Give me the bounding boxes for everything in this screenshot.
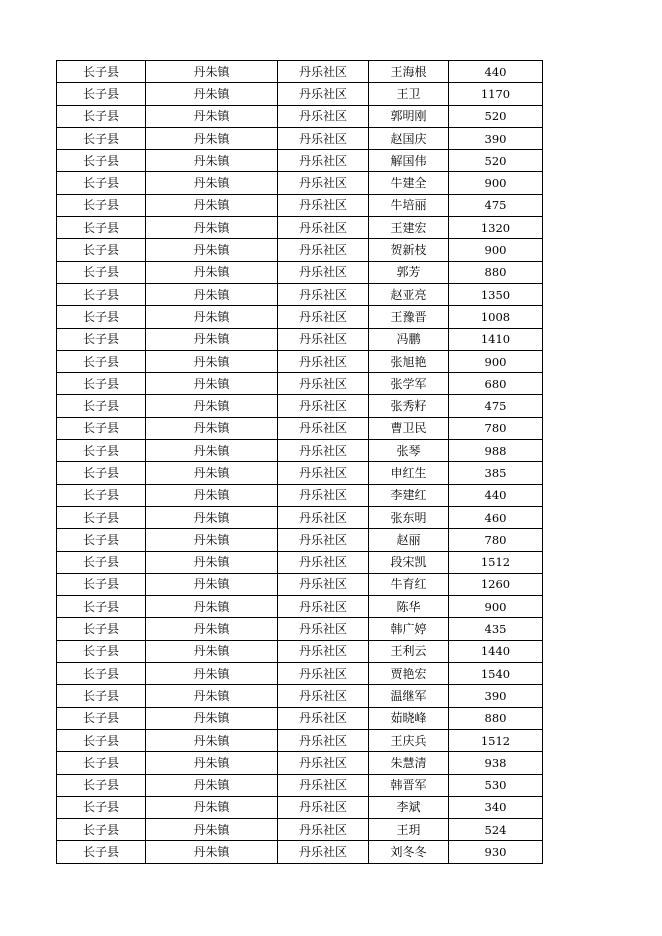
name-cell: 韩晋军 [369, 774, 449, 796]
name-cell: 温继军 [369, 685, 449, 707]
amount-cell: 780 [449, 417, 543, 439]
amount-cell: 1170 [449, 83, 543, 105]
name-cell: 曹卫民 [369, 417, 449, 439]
town-cell: 丹朱镇 [146, 774, 278, 796]
county-cell: 长子县 [57, 663, 146, 685]
town-cell: 丹朱镇 [146, 796, 278, 818]
community-cell: 丹乐社区 [278, 484, 369, 506]
town-cell: 丹朱镇 [146, 283, 278, 305]
table-row [57, 217, 543, 239]
community-cell: 丹乐社区 [278, 596, 369, 618]
town-cell: 丹朱镇 [146, 150, 278, 172]
table-row [57, 685, 543, 707]
table-row [57, 796, 543, 818]
table-row [57, 752, 543, 774]
amount-cell: 475 [449, 395, 543, 417]
county-cell: 长子县 [57, 150, 146, 172]
table-row [57, 61, 543, 83]
community-cell: 丹乐社区 [278, 83, 369, 105]
town-cell: 丹朱镇 [146, 217, 278, 239]
town-cell: 丹朱镇 [146, 328, 278, 350]
county-cell: 长子县 [57, 640, 146, 662]
name-cell: 牛培丽 [369, 194, 449, 216]
name-cell: 王卫 [369, 83, 449, 105]
name-cell: 张秀籽 [369, 395, 449, 417]
community-cell: 丹乐社区 [278, 841, 369, 863]
town-cell: 丹朱镇 [146, 194, 278, 216]
table-row [57, 841, 543, 863]
amount-cell: 524 [449, 819, 543, 841]
amount-cell: 1008 [449, 306, 543, 328]
amount-cell: 1440 [449, 640, 543, 662]
community-cell: 丹乐社区 [278, 707, 369, 729]
table-row [57, 239, 543, 261]
amount-cell: 440 [449, 61, 543, 83]
name-cell: 王豫晋 [369, 306, 449, 328]
table-row [57, 350, 543, 372]
county-cell: 长子县 [57, 484, 146, 506]
table-row [57, 529, 543, 551]
county-cell: 长子县 [57, 685, 146, 707]
amount-cell: 1540 [449, 663, 543, 685]
table-row [57, 373, 543, 395]
table-row [57, 306, 543, 328]
name-cell: 牛育红 [369, 573, 449, 595]
name-cell: 王利云 [369, 640, 449, 662]
amount-cell: 390 [449, 127, 543, 149]
table-row [57, 819, 543, 841]
amount-cell: 390 [449, 685, 543, 707]
county-cell: 长子县 [57, 217, 146, 239]
amount-cell: 880 [449, 707, 543, 729]
town-cell: 丹朱镇 [146, 239, 278, 261]
community-cell: 丹乐社区 [278, 640, 369, 662]
community-cell: 丹乐社区 [278, 573, 369, 595]
name-cell: 贾艳宏 [369, 663, 449, 685]
table-row [57, 283, 543, 305]
town-cell: 丹朱镇 [146, 306, 278, 328]
table-row [57, 707, 543, 729]
community-cell: 丹乐社区 [278, 261, 369, 283]
county-cell: 长子县 [57, 83, 146, 105]
town-cell: 丹朱镇 [146, 685, 278, 707]
town-cell: 丹朱镇 [146, 83, 278, 105]
county-cell: 长子县 [57, 462, 146, 484]
amount-cell: 440 [449, 484, 543, 506]
name-cell: 王海根 [369, 61, 449, 83]
town-cell: 丹朱镇 [146, 752, 278, 774]
community-cell: 丹乐社区 [278, 150, 369, 172]
data-table [56, 60, 543, 864]
community-cell: 丹乐社区 [278, 417, 369, 439]
town-cell: 丹朱镇 [146, 61, 278, 83]
community-cell: 丹乐社区 [278, 440, 369, 462]
table-row [57, 328, 543, 350]
name-cell: 韩广婷 [369, 618, 449, 640]
name-cell: 赵丽 [369, 529, 449, 551]
town-cell: 丹朱镇 [146, 261, 278, 283]
community-cell: 丹乐社区 [278, 774, 369, 796]
town-cell: 丹朱镇 [146, 707, 278, 729]
county-cell: 长子县 [57, 551, 146, 573]
community-cell: 丹乐社区 [278, 462, 369, 484]
amount-cell: 520 [449, 105, 543, 127]
table-row [57, 150, 543, 172]
town-cell: 丹朱镇 [146, 573, 278, 595]
table-row [57, 105, 543, 127]
community-cell: 丹乐社区 [278, 618, 369, 640]
name-cell: 申红生 [369, 462, 449, 484]
name-cell: 赵国庆 [369, 127, 449, 149]
town-cell: 丹朱镇 [146, 440, 278, 462]
amount-cell: 520 [449, 150, 543, 172]
town-cell: 丹朱镇 [146, 596, 278, 618]
amount-cell: 1512 [449, 729, 543, 751]
community-cell: 丹乐社区 [278, 217, 369, 239]
amount-cell: 988 [449, 440, 543, 462]
county-cell: 长子县 [57, 774, 146, 796]
table-row [57, 83, 543, 105]
table-row [57, 172, 543, 194]
table-row [57, 573, 543, 595]
table-row [57, 484, 543, 506]
county-cell: 长子县 [57, 172, 146, 194]
town-cell: 丹朱镇 [146, 350, 278, 372]
town-cell: 丹朱镇 [146, 618, 278, 640]
table-row [57, 395, 543, 417]
community-cell: 丹乐社区 [278, 194, 369, 216]
name-cell: 王建宏 [369, 217, 449, 239]
county-cell: 长子县 [57, 819, 146, 841]
table-row [57, 506, 543, 528]
county-cell: 长子县 [57, 395, 146, 417]
community-cell: 丹乐社区 [278, 529, 369, 551]
town-cell: 丹朱镇 [146, 417, 278, 439]
table-body [57, 61, 543, 864]
community-cell: 丹乐社区 [278, 350, 369, 372]
community-cell: 丹乐社区 [278, 306, 369, 328]
table-row [57, 596, 543, 618]
name-cell: 赵亚亮 [369, 283, 449, 305]
community-cell: 丹乐社区 [278, 61, 369, 83]
county-cell: 长子县 [57, 306, 146, 328]
county-cell: 长子县 [57, 796, 146, 818]
amount-cell: 530 [449, 774, 543, 796]
table-row [57, 774, 543, 796]
town-cell: 丹朱镇 [146, 841, 278, 863]
community-cell: 丹乐社区 [278, 373, 369, 395]
county-cell: 长子县 [57, 261, 146, 283]
table-row [57, 194, 543, 216]
community-cell: 丹乐社区 [278, 506, 369, 528]
town-cell: 丹朱镇 [146, 105, 278, 127]
table-row [57, 618, 543, 640]
town-cell: 丹朱镇 [146, 663, 278, 685]
town-cell: 丹朱镇 [146, 529, 278, 551]
county-cell: 长子县 [57, 596, 146, 618]
name-cell: 王玥 [369, 819, 449, 841]
amount-cell: 930 [449, 841, 543, 863]
town-cell: 丹朱镇 [146, 395, 278, 417]
community-cell: 丹乐社区 [278, 819, 369, 841]
community-cell: 丹乐社区 [278, 239, 369, 261]
county-cell: 长子县 [57, 283, 146, 305]
town-cell: 丹朱镇 [146, 484, 278, 506]
county-cell: 长子县 [57, 373, 146, 395]
name-cell: 郭芳 [369, 261, 449, 283]
amount-cell: 938 [449, 752, 543, 774]
table-row [57, 663, 543, 685]
amount-cell: 385 [449, 462, 543, 484]
amount-cell: 900 [449, 350, 543, 372]
town-cell: 丹朱镇 [146, 729, 278, 751]
name-cell: 段宋凯 [369, 551, 449, 573]
amount-cell: 900 [449, 172, 543, 194]
county-cell: 长子县 [57, 529, 146, 551]
community-cell: 丹乐社区 [278, 685, 369, 707]
county-cell: 长子县 [57, 239, 146, 261]
table-row [57, 640, 543, 662]
county-cell: 长子县 [57, 841, 146, 863]
name-cell: 刘冬冬 [369, 841, 449, 863]
amount-cell: 1320 [449, 217, 543, 239]
table-row [57, 440, 543, 462]
county-cell: 长子县 [57, 61, 146, 83]
table-row [57, 551, 543, 573]
amount-cell: 900 [449, 596, 543, 618]
amount-cell: 1512 [449, 551, 543, 573]
name-cell: 陈华 [369, 596, 449, 618]
amount-cell: 780 [449, 529, 543, 551]
county-cell: 长子县 [57, 350, 146, 372]
county-cell: 长子县 [57, 417, 146, 439]
table-row [57, 127, 543, 149]
county-cell: 长子县 [57, 729, 146, 751]
town-cell: 丹朱镇 [146, 172, 278, 194]
town-cell: 丹朱镇 [146, 819, 278, 841]
name-cell: 张旭艳 [369, 350, 449, 372]
name-cell: 王庆兵 [369, 729, 449, 751]
amount-cell: 435 [449, 618, 543, 640]
town-cell: 丹朱镇 [146, 462, 278, 484]
county-cell: 长子县 [57, 194, 146, 216]
county-cell: 长子县 [57, 328, 146, 350]
name-cell: 张琴 [369, 440, 449, 462]
amount-cell: 475 [449, 194, 543, 216]
name-cell: 茹晓峰 [369, 707, 449, 729]
community-cell: 丹乐社区 [278, 105, 369, 127]
table-row [57, 729, 543, 751]
county-cell: 长子县 [57, 127, 146, 149]
town-cell: 丹朱镇 [146, 373, 278, 395]
name-cell: 牛建全 [369, 172, 449, 194]
name-cell: 冯鹏 [369, 328, 449, 350]
community-cell: 丹乐社区 [278, 551, 369, 573]
town-cell: 丹朱镇 [146, 506, 278, 528]
name-cell: 张学军 [369, 373, 449, 395]
community-cell: 丹乐社区 [278, 663, 369, 685]
town-cell: 丹朱镇 [146, 640, 278, 662]
county-cell: 长子县 [57, 707, 146, 729]
name-cell: 李建红 [369, 484, 449, 506]
county-cell: 长子县 [57, 573, 146, 595]
community-cell: 丹乐社区 [278, 172, 369, 194]
name-cell: 张东明 [369, 506, 449, 528]
name-cell: 朱慧清 [369, 752, 449, 774]
table-row [57, 462, 543, 484]
county-cell: 长子县 [57, 440, 146, 462]
name-cell: 郭明刚 [369, 105, 449, 127]
amount-cell: 1350 [449, 283, 543, 305]
amount-cell: 1260 [449, 573, 543, 595]
amount-cell: 340 [449, 796, 543, 818]
amount-cell: 900 [449, 239, 543, 261]
name-cell: 李斌 [369, 796, 449, 818]
table-row [57, 417, 543, 439]
amount-cell: 460 [449, 506, 543, 528]
community-cell: 丹乐社区 [278, 796, 369, 818]
name-cell: 贺新枝 [369, 239, 449, 261]
community-cell: 丹乐社区 [278, 729, 369, 751]
community-cell: 丹乐社区 [278, 127, 369, 149]
county-cell: 长子县 [57, 105, 146, 127]
community-cell: 丹乐社区 [278, 328, 369, 350]
town-cell: 丹朱镇 [146, 127, 278, 149]
name-cell: 解国伟 [369, 150, 449, 172]
county-cell: 长子县 [57, 752, 146, 774]
community-cell: 丹乐社区 [278, 752, 369, 774]
table-row [57, 261, 543, 283]
community-cell: 丹乐社区 [278, 395, 369, 417]
amount-cell: 880 [449, 261, 543, 283]
county-cell: 长子县 [57, 618, 146, 640]
county-cell: 长子县 [57, 506, 146, 528]
community-cell: 丹乐社区 [278, 283, 369, 305]
amount-cell: 680 [449, 373, 543, 395]
amount-cell: 1410 [449, 328, 543, 350]
town-cell: 丹朱镇 [146, 551, 278, 573]
